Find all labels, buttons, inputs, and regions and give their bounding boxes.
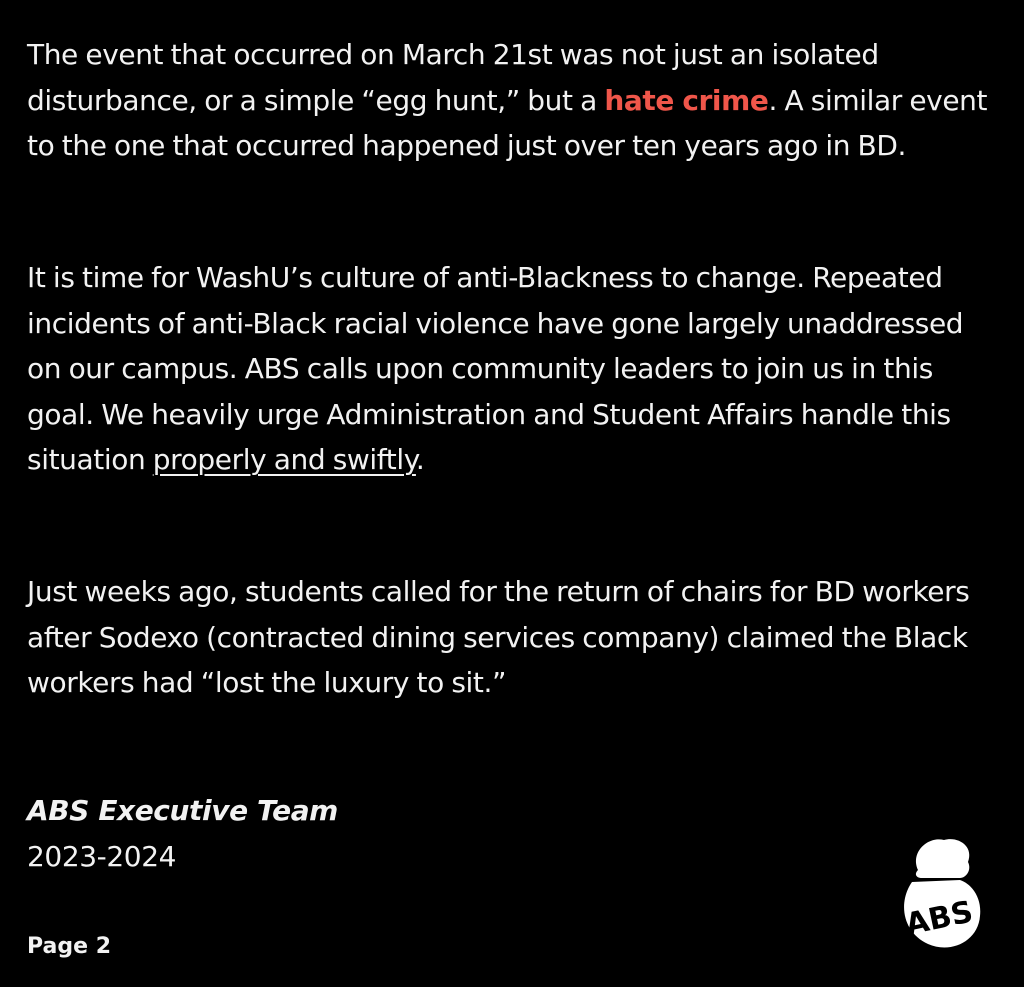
paragraph-culture-change — [27, 255, 1002, 483]
properly-and-swiftly-underlined: properly and swiftly — [152, 443, 416, 476]
paragraph-hate-crime — [27, 32, 1002, 169]
paragraph-2-part-1: It is time for WashU’s culture of anti-Blackness to change. Repeated incidents of anti-Black racial violence have gone largely unaddressed on our campus. ABS calls upon community leaders to join us in this goal. We heavily urge Administration and Student Affairs handle this situation — [27, 261, 964, 476]
signature-years: 2023-2024 — [27, 840, 177, 873]
paragraph-2-part-2: . — [415, 443, 425, 476]
hate-crime-highlight: hate crime — [604, 83, 769, 117]
page-number: Page 2 — [27, 934, 112, 959]
svg-text:ABS: ABS — [902, 894, 977, 943]
signature-team-name: ABS Executive Team — [27, 794, 338, 827]
paragraph-1-part-2: . A similar event to the one that occurred happened just over ten years ago in BD. — [27, 83, 988, 162]
abs-logo-icon — [888, 832, 988, 962]
paragraph-sodexo-chairs: Just weeks ago, students called for the return of chairs for BD workers after Sodexo (contracted dining services company) claimed the Black workers had “lost the luxury to sit.” — [27, 575, 970, 699]
paragraph-1-part-1: The event that occurred on March 21st was not just an isolated disturbance, or a simple “egg hunt,” but a — [27, 38, 879, 117]
